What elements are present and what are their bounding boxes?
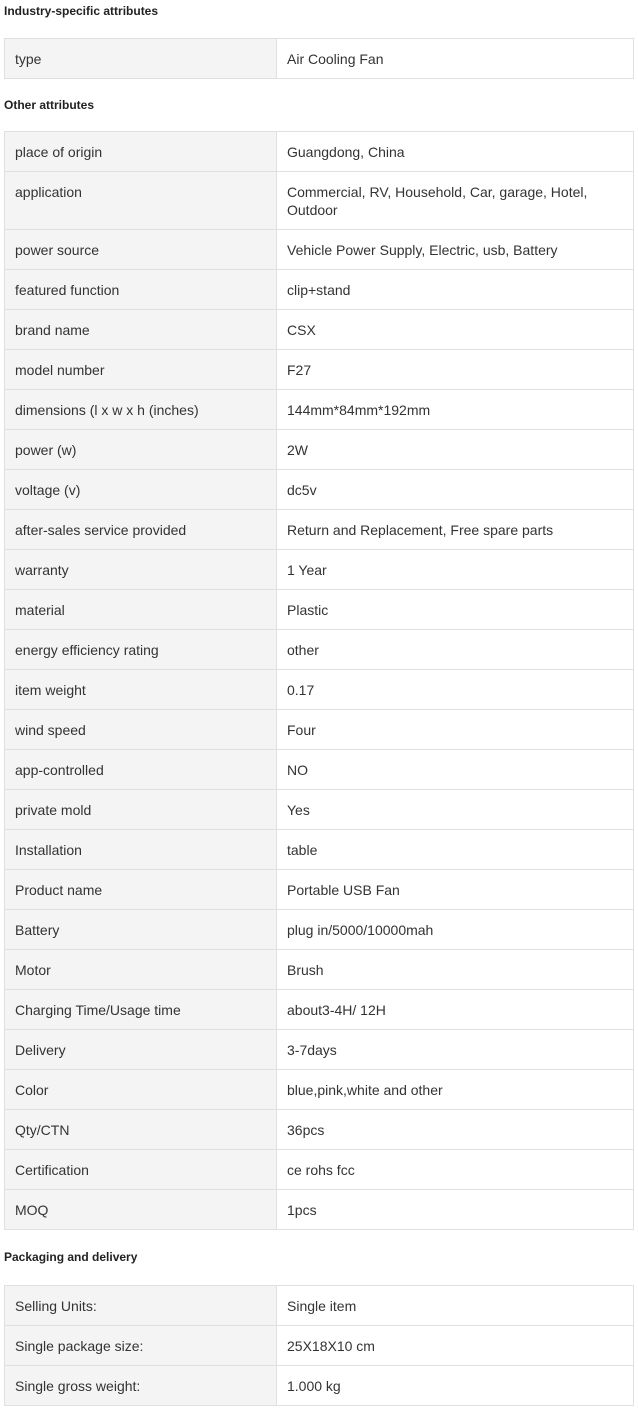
attribute-name: voltage (v) <box>5 470 277 510</box>
attribute-value: 0.17 <box>277 670 634 710</box>
table-row <box>5 1190 634 1230</box>
packaging-attributes-table <box>4 1285 634 1406</box>
attribute-value: Guangdong, China <box>277 132 634 172</box>
table-row <box>5 670 634 710</box>
table-row <box>5 510 634 550</box>
attribute-name: app-controlled <box>5 750 277 790</box>
attribute-name: private mold <box>5 790 277 830</box>
attribute-value: other <box>277 630 634 670</box>
attribute-value: table <box>277 830 634 870</box>
attribute-name: item weight <box>5 670 277 710</box>
attribute-value: 1 Year <box>277 550 634 590</box>
attribute-value: Single item <box>277 1286 634 1326</box>
attribute-name: dimensions (l x w x h (inches) <box>5 390 277 430</box>
attribute-value: 25X18X10 cm <box>277 1326 634 1366</box>
attribute-value: CSX <box>277 310 634 350</box>
attribute-name: Selling Units: <box>5 1286 277 1326</box>
attribute-name: Product name <box>5 870 277 910</box>
attribute-name: material <box>5 590 277 630</box>
attribute-value: Brush <box>277 950 634 990</box>
attribute-name: Charging Time/Usage time <box>5 990 277 1030</box>
attribute-name: MOQ <box>5 1190 277 1230</box>
attribute-name: Qty/CTN <box>5 1110 277 1150</box>
table-row <box>5 790 634 830</box>
attribute-name: Installation <box>5 830 277 870</box>
table-row <box>5 1366 634 1406</box>
table-row <box>5 39 634 79</box>
table-row <box>5 710 634 750</box>
attribute-name: type <box>5 39 277 79</box>
attribute-value: 1.000 kg <box>277 1366 634 1406</box>
attribute-name: power source <box>5 230 277 270</box>
attribute-name: energy efficiency rating <box>5 630 277 670</box>
table-row <box>5 132 634 172</box>
attribute-value: Vehicle Power Supply, Electric, usb, Battery <box>277 230 634 270</box>
table-row <box>5 870 634 910</box>
table-row <box>5 590 634 630</box>
table-row <box>5 830 634 870</box>
attribute-name: Motor <box>5 950 277 990</box>
table-row <box>5 1030 634 1070</box>
attribute-name: featured function <box>5 270 277 310</box>
table-row <box>5 390 634 430</box>
table-row <box>5 430 634 470</box>
attribute-value: plug in/5000/10000mah <box>277 910 634 950</box>
attribute-name: Certification <box>5 1150 277 1190</box>
attribute-value: ce rohs fcc <box>277 1150 634 1190</box>
attribute-name: application <box>5 172 277 230</box>
attribute-name: warranty <box>5 550 277 590</box>
attribute-value: F27 <box>277 350 634 390</box>
table-row <box>5 1326 634 1366</box>
table-row <box>5 470 634 510</box>
attribute-value: Air Cooling Fan <box>277 39 634 79</box>
table-row <box>5 990 634 1030</box>
attribute-value: Four <box>277 710 634 750</box>
other-attributes-table <box>4 131 634 1230</box>
attribute-value: Yes <box>277 790 634 830</box>
attribute-value: 36pcs <box>277 1110 634 1150</box>
table-row <box>5 1070 634 1110</box>
attribute-value: Return and Replacement, Free spare parts <box>277 510 634 550</box>
attribute-name: Color <box>5 1070 277 1110</box>
section-title-industry: Industry-specific attributes <box>4 4 159 18</box>
attribute-name: Delivery <box>5 1030 277 1070</box>
attribute-name: after-sales service provided <box>5 510 277 550</box>
table-row <box>5 910 634 950</box>
attribute-value: 144mm*84mm*192mm <box>277 390 634 430</box>
attribute-value: 3-7days <box>277 1030 634 1070</box>
industry-attributes-table <box>4 38 634 79</box>
attribute-value: dc5v <box>277 470 634 510</box>
table-row <box>5 230 634 270</box>
table-row <box>5 1286 634 1326</box>
attribute-value: Commercial, RV, Household, Car, garage, Hotel, Outdoor <box>277 172 634 230</box>
table-row <box>5 270 634 310</box>
attribute-value: Portable USB Fan <box>277 870 634 910</box>
table-row <box>5 950 634 990</box>
table-row <box>5 550 634 590</box>
table-row <box>5 310 634 350</box>
table-row <box>5 350 634 390</box>
attribute-value: NO <box>277 750 634 790</box>
attribute-name: Battery <box>5 910 277 950</box>
attribute-name: wind speed <box>5 710 277 750</box>
attribute-value: 1pcs <box>277 1190 634 1230</box>
table-row <box>5 1150 634 1190</box>
attribute-value: blue,pink,white and other <box>277 1070 634 1110</box>
attribute-name: Single gross weight: <box>5 1366 277 1406</box>
attribute-value: clip+stand <box>277 270 634 310</box>
table-row <box>5 1110 634 1150</box>
attribute-value: about3-4H/ 12H <box>277 990 634 1030</box>
attribute-name: place of origin <box>5 132 277 172</box>
section-title-other: Other attributes <box>4 98 95 112</box>
attribute-name: model number <box>5 350 277 390</box>
attribute-value: 2W <box>277 430 634 470</box>
attribute-name: power (w) <box>5 430 277 470</box>
table-row <box>5 630 634 670</box>
attribute-name: brand name <box>5 310 277 350</box>
table-row <box>5 172 634 230</box>
section-title-packaging: Packaging and delivery <box>4 1250 138 1264</box>
attribute-value: Plastic <box>277 590 634 630</box>
table-row <box>5 750 634 790</box>
attribute-name: Single package size: <box>5 1326 277 1366</box>
